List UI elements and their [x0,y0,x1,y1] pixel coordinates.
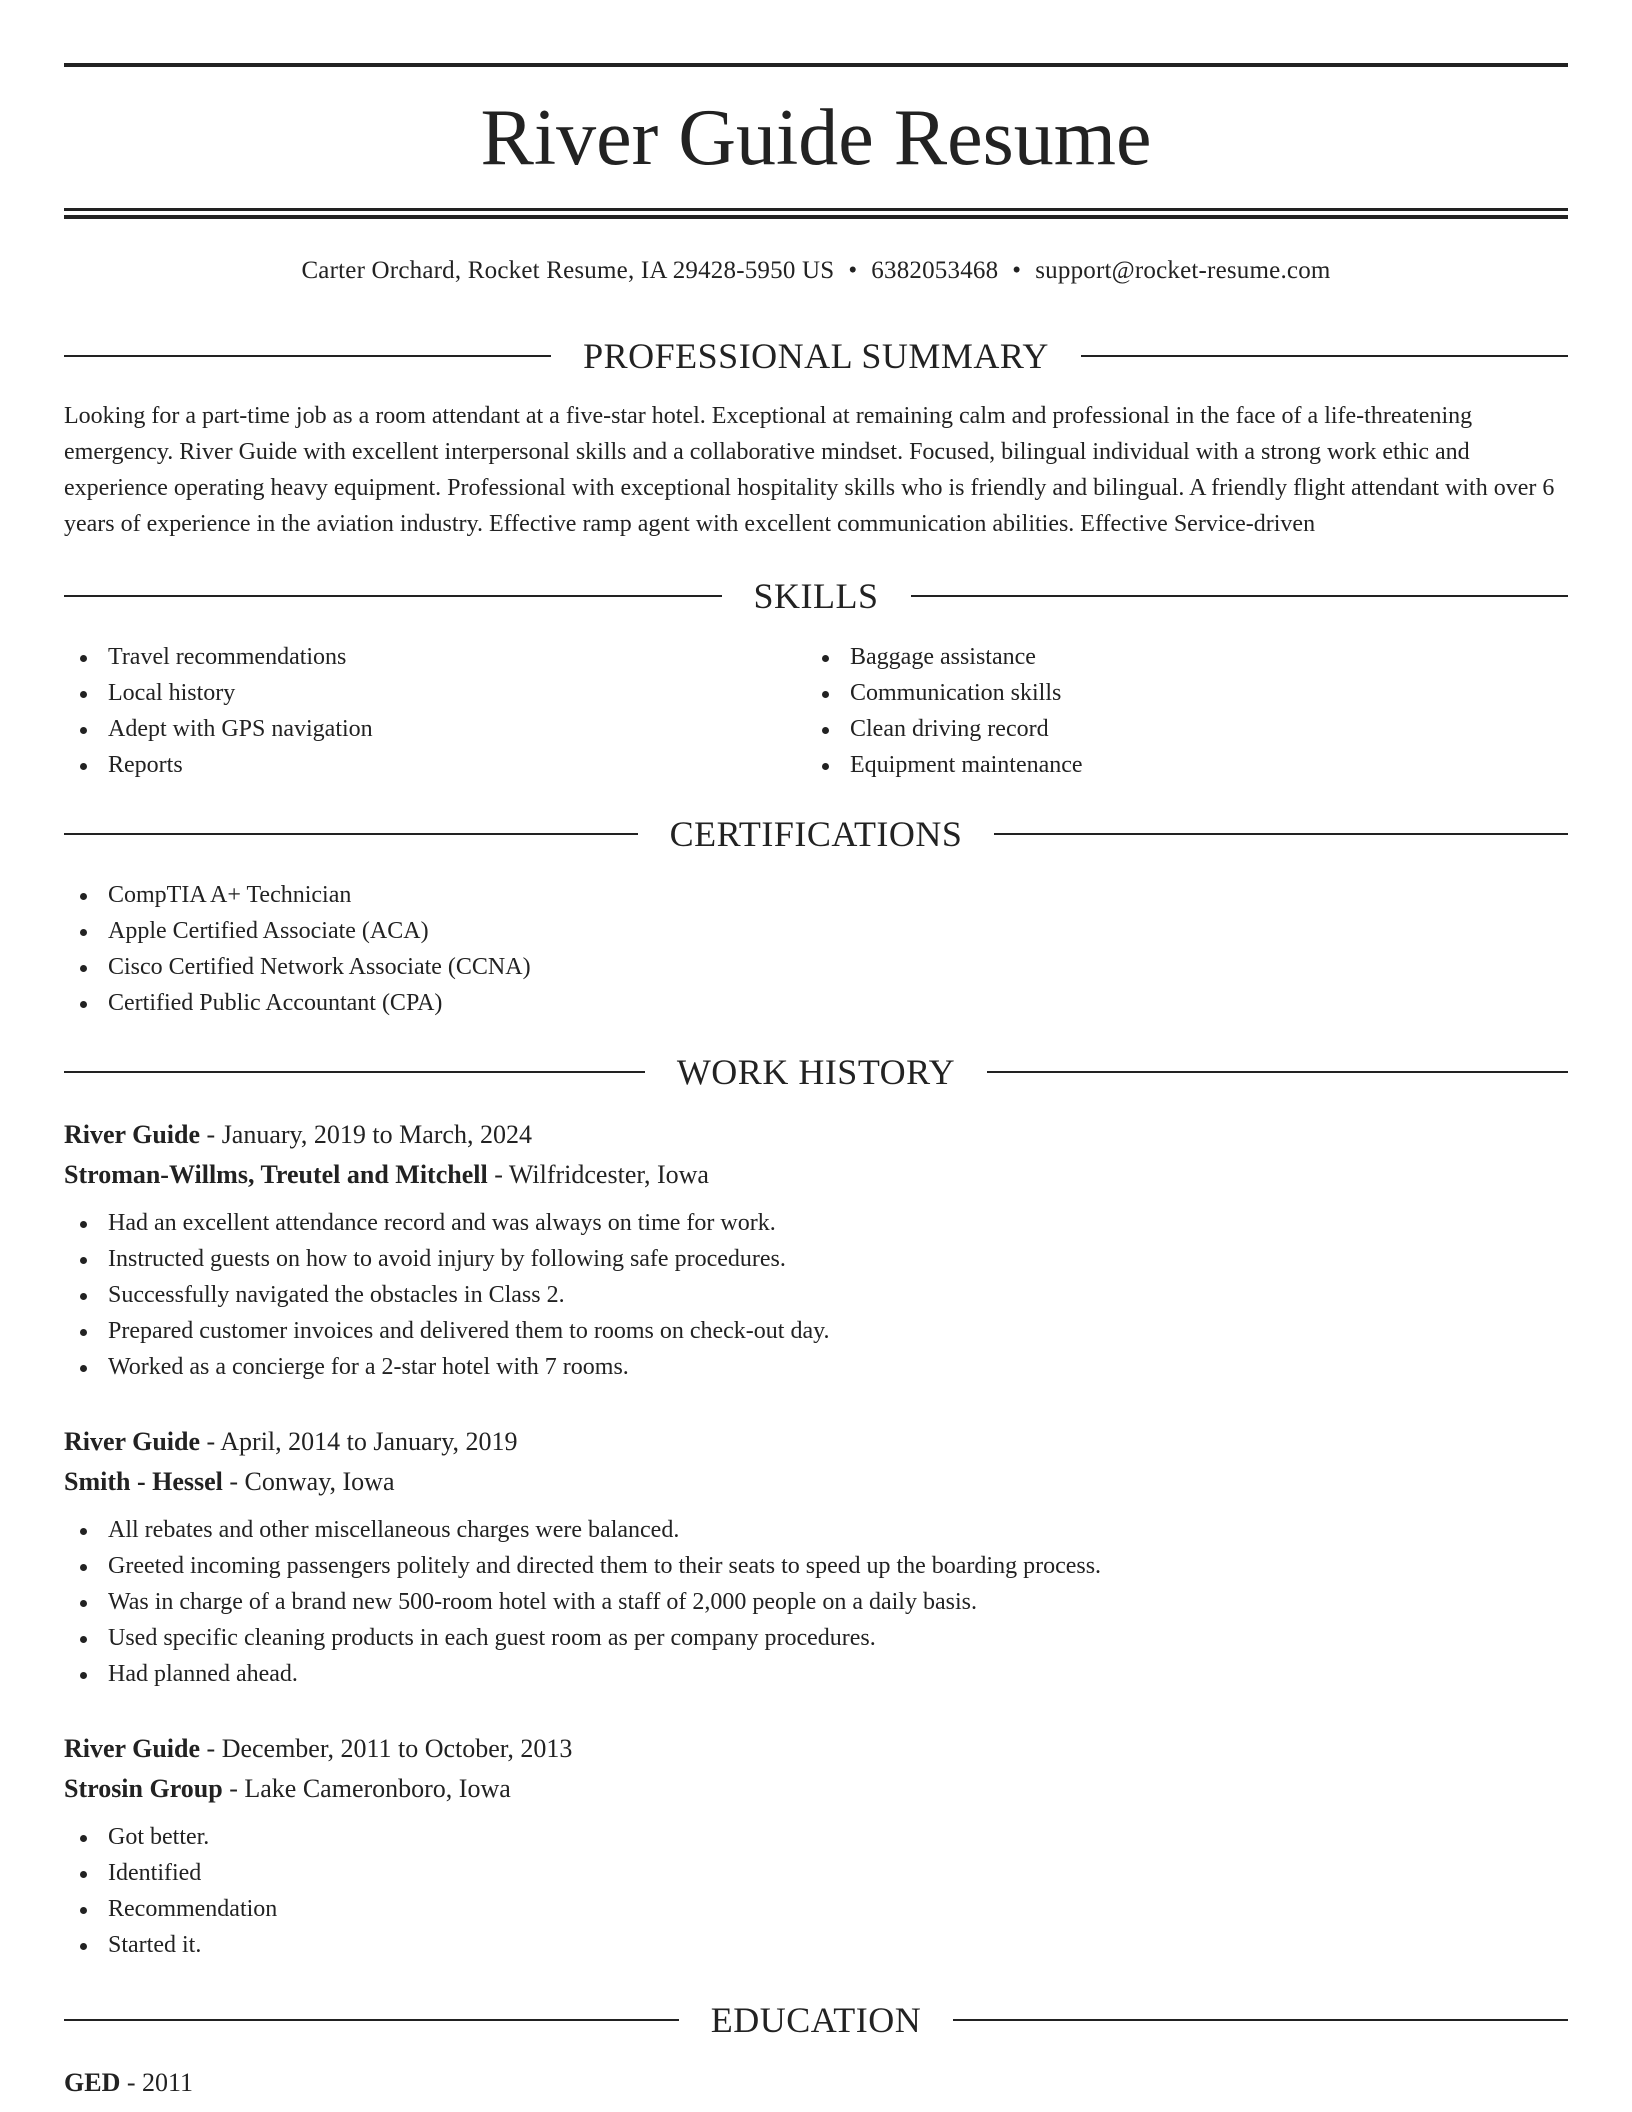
job-duty: All rebates and other miscellaneous charges were balanced. [64,1512,1568,1548]
job-duty: Identified [64,1855,1568,1891]
skill-item: Baggage assistance [806,639,1566,675]
certification-item: Cisco Certified Network Associate (CCNA) [64,949,1064,985]
section-header-work-history [64,1050,1568,1094]
job-dates: - April, 2014 to January, 2019 [200,1427,518,1456]
section-rule [1081,355,1568,357]
job-duty: Greeted incoming passengers politely and directed them to their seats to speed up the boarding process. [64,1548,1568,1584]
certification-item: Apple Certified Associate (ACA) [64,913,1064,949]
skill-item: Communication skills [806,675,1566,711]
certification-item: CompTIA A+ Technician [64,877,1064,913]
contact-separator: • [848,257,858,284]
job-location: - Conway, Iowa [222,1467,395,1496]
top-rule [64,63,1568,67]
section-rule [64,1071,645,1073]
skills-list-left [64,639,804,783]
section-header-summary [64,334,1568,378]
job-duty: Had an excellent attendance record and was always on time for work. [64,1205,1568,1241]
job-duties-list [64,1205,1568,1385]
skill-item: Adept with GPS navigation [64,711,804,747]
section-rule [64,355,551,357]
job-location: - Lake Cameronboro, Iowa [222,1774,511,1803]
job-entry [64,1729,1568,1963]
section-title-work-history: WORK HISTORY [676,1052,956,1092]
title-rule-lower [64,215,1568,219]
section-rule [953,2019,1568,2021]
job-dates: - December, 2011 to October, 2013 [200,1734,573,1763]
education-degree: GED [64,2068,121,2097]
section-title-certifications: CERTIFICATIONS [669,814,963,854]
skill-item: Local history [64,675,804,711]
job-company: Stroman-Willms, Treutel and Mitchell [64,1160,488,1189]
contact-address: Carter Orchard, Rocket Resume, IA 29428-5950 US [301,257,835,284]
certification-item: Certified Public Accountant (CPA) [64,985,1064,1021]
title-rule-upper [64,208,1568,211]
job-location: - Wilfridcester, Iowa [487,1160,709,1189]
job-company: Strosin Group [64,1774,223,1803]
skill-item: Equipment maintenance [806,747,1566,783]
page-title: River Guide Resume [480,94,1152,182]
section-title-summary: PROFESSIONAL SUMMARY [583,336,1049,376]
job-duty: Got better. [64,1819,1568,1855]
education-entry [64,2063,193,2103]
job-company-line [64,1769,1568,1809]
job-duties-list [64,1819,1568,1963]
contact-phone: 6382053468 [871,257,999,284]
job-duty: Started it. [64,1927,1568,1963]
job-duty: Instructed guests on how to avoid injury by following safe procedures. [64,1241,1568,1277]
section-rule [64,833,638,835]
section-rule [994,833,1568,835]
certifications-list [64,877,1064,1021]
section-header-certifications [64,812,1568,856]
section-title-skills: SKILLS [753,576,879,616]
summary-text: Looking for a part-time job as a room attendant at a five-star hotel. Exceptional at remaining calm and professional in the face of a life-threatening emergency. River Guide with excellent interpersonal skills and a collaborative mindset. Focused, bilingual individual with a strong work ethic and experience operating heavy equipment. Professional with exceptional hospitality skills who is friendly and bilingual. A friendly flight attendant with over 6 years of experience in the aviation industry. Effective ramp agent with excellent communication abilities. Effective Service-driven [64,403,1555,537]
job-title: River Guide [64,1734,201,1763]
section-rule [64,595,722,597]
job-title-line [64,1422,1568,1462]
contact-email: support@rocket-resume.com [1035,257,1331,284]
section-rule [64,2019,679,2021]
section-rule [911,595,1569,597]
job-duty: Had planned ahead. [64,1656,1568,1692]
job-company-line [64,1462,1568,1502]
job-duty: Used specific cleaning products in each guest room as per company procedures. [64,1620,1568,1656]
skill-item: Reports [64,747,804,783]
job-entry [64,1115,1568,1385]
job-duty: Worked as a concierge for a 2-star hotel with 7 rooms. [64,1349,1568,1385]
education-year: - 2011 [120,2068,194,2097]
skills-list-right [806,639,1566,783]
job-title: River Guide [64,1120,201,1149]
job-title-line [64,1115,1568,1155]
job-duty: Successfully navigated the obstacles in Class 2. [64,1277,1568,1313]
section-rule [987,1071,1568,1073]
skill-item: Clean driving record [806,711,1566,747]
section-header-education [64,1998,1568,2042]
section-header-skills [64,574,1568,618]
section-title-education: EDUCATION [710,2000,922,2040]
job-duty: Prepared customer invoices and delivered them to rooms on check-out day. [64,1313,1568,1349]
job-title: River Guide [64,1427,201,1456]
job-title-line [64,1729,1568,1769]
job-dates: - January, 2019 to March, 2024 [200,1120,532,1149]
job-duty: Recommendation [64,1891,1568,1927]
job-duty: Was in charge of a brand new 500-room hotel with a staff of 2,000 people on a daily basis. [64,1584,1568,1620]
job-company-line [64,1155,1568,1195]
contact-separator: • [1012,257,1022,284]
job-company: Smith - Hessel [64,1467,223,1496]
skill-item: Travel recommendations [64,639,804,675]
job-duties-list [64,1512,1568,1692]
job-entry [64,1422,1568,1692]
contact-line [64,254,1568,288]
